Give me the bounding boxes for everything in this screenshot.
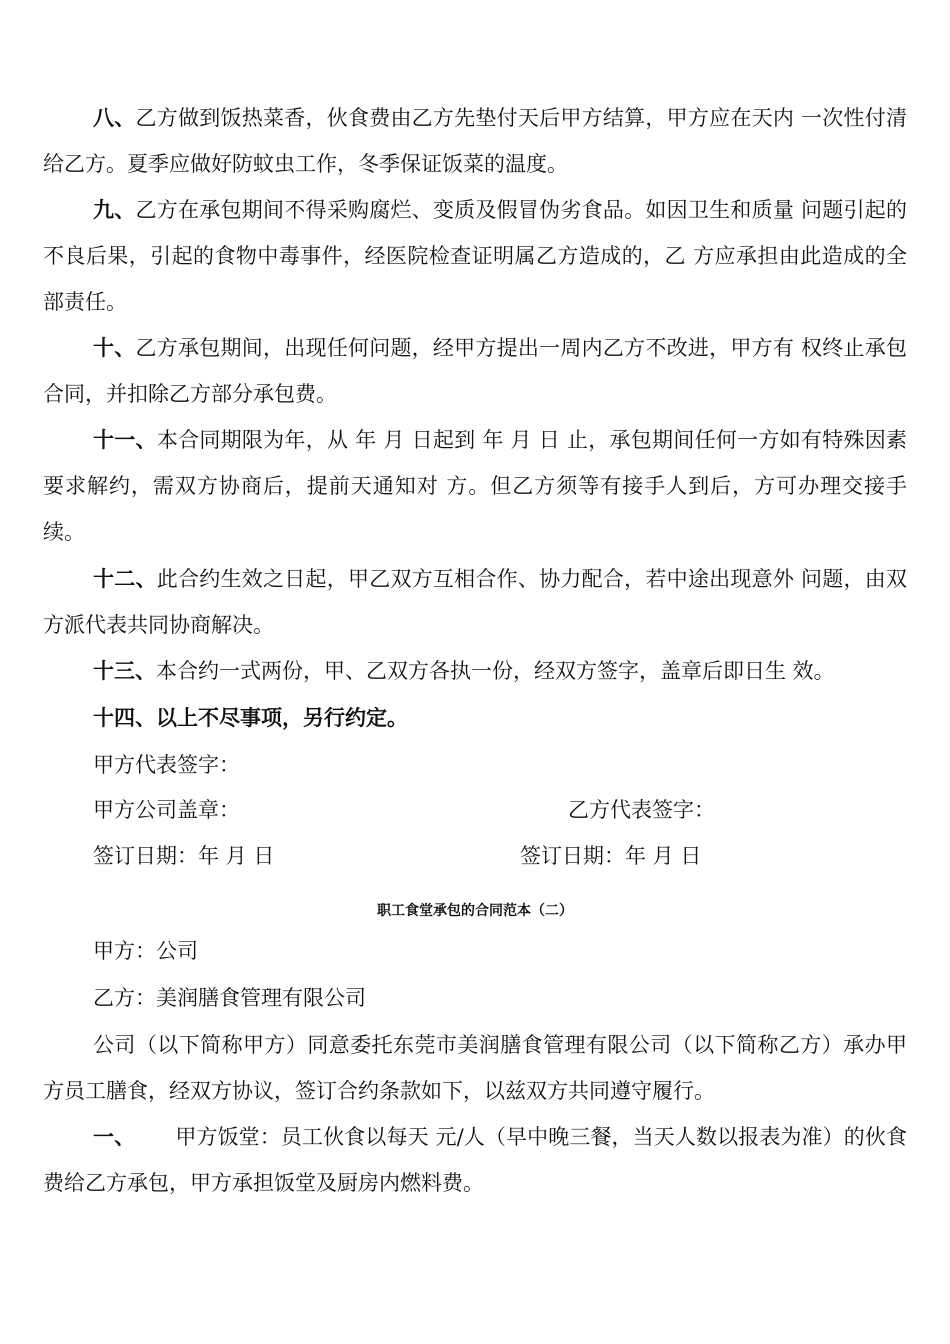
clause-number: 十三、 xyxy=(93,658,156,683)
clause-text: 此合约生效之日起，甲乙双方互相合作、协力配合，若中途出现意外 问题，由双方派代表共同协商解决。 xyxy=(43,567,907,637)
clause-number: 十二、 xyxy=(93,566,157,591)
clause-text: 本合同期限为年，从 年 月 日起到 年 月 日 止，承包期间任何一方如有特殊因素要求解约，需双方协商后，提前天通知对 方。但乙方须等有接手人到后，方可办理交接手续。 xyxy=(43,428,907,544)
party-a-seal: 甲方公司盖章： xyxy=(93,798,240,822)
clause-10 xyxy=(43,325,907,417)
clause-text: 甲方饭堂：员工伙食以每天 元/人（早中晚三餐，当天人数以报表为准）的伙食费给乙方承包，甲方承担饭堂及厨房内燃料费。 xyxy=(43,1125,908,1195)
clause-9 xyxy=(43,187,907,325)
party-b-sign-date: 签订日期：年 月 日 xyxy=(520,844,702,868)
clause-number: 十一、 xyxy=(93,427,157,452)
clause-text: 乙方在承包期间不得采购腐烂、变质及假冒伪劣食品。如因卫生和质量 问题引起的不良后果，引起的食物中毒事件，经医院检查证明属乙方造成的，乙 方应承担由此造成的全部责任。 xyxy=(43,198,907,314)
clause-1 xyxy=(43,1114,907,1206)
clause-11 xyxy=(43,417,907,555)
party-b-line: 乙方：美润膳食管理有限公司 xyxy=(93,986,366,1010)
clause-number: 十、 xyxy=(93,335,136,360)
party-a-rep-signature: 甲方代表签字： xyxy=(93,753,240,777)
clause-text: 乙方承包期间，出现任何问题，经甲方提出一周内乙方不改进，甲方有 权终止承包合同，并扣除乙方部分承包费。 xyxy=(43,336,907,406)
clause-number: 九、 xyxy=(93,197,136,222)
clause-number: 一、 xyxy=(93,1124,136,1149)
clause-text: 本合约一式两份，甲、乙双方各执一份，经双方签字，盖章后即日生 效。 xyxy=(156,659,835,683)
clause-number: 十四、 xyxy=(93,705,156,730)
clause-text: 乙方做到饭热菜香，伙食费由乙方先垫付天后甲方结算，甲方应在天内 一次性付清给乙方。夏季应做好防蚊虫工作，冬季保证饭菜的温度。 xyxy=(43,106,907,176)
clause-13 xyxy=(43,648,907,694)
party-b-rep-signature: 乙方代表签字： xyxy=(568,798,715,822)
clause-12 xyxy=(43,556,907,648)
clause-text: 以上不尽事项，另行约定。 xyxy=(156,705,408,730)
clause-number: 八、 xyxy=(93,105,136,130)
intro-paragraph: 公司（以下简称甲方）同意委托东莞市美润膳食管理有限公司（以下简称乙方）承办甲方员工膳食，经双方协议，签订合约条款如下，以兹双方共同遵守履行。 xyxy=(43,1033,907,1103)
clause-8 xyxy=(43,95,907,187)
party-a-line: 甲方：公司 xyxy=(93,939,198,963)
section-title: 职工食堂承包的合同范本（二） xyxy=(377,903,573,919)
party-a-sign-date: 签订日期：年 月 日 xyxy=(93,844,275,868)
clause-14 xyxy=(43,695,907,741)
